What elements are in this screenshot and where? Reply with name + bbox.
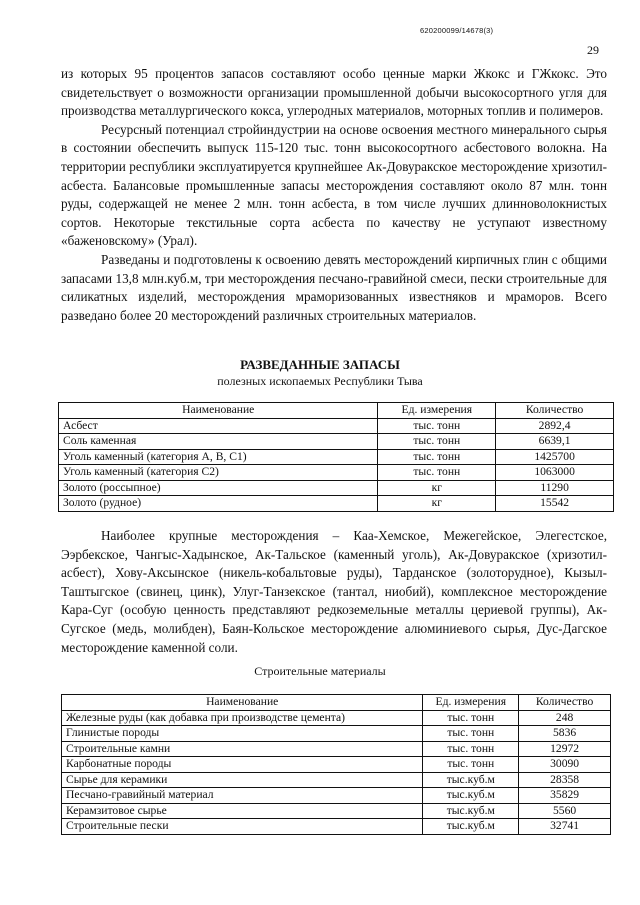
cell-unit: кг	[378, 496, 496, 512]
column-header-name: Наименование	[62, 695, 423, 711]
table-row	[62, 757, 611, 773]
reserves-table	[58, 402, 614, 512]
table-row	[62, 710, 611, 726]
column-header-quantity: Количество	[519, 695, 611, 711]
table-row	[62, 726, 611, 742]
table-row	[62, 741, 611, 757]
cell-name: Карбонатные породы	[62, 757, 423, 773]
column-header-quantity: Количество	[496, 403, 614, 419]
cell-quantity: 32741	[519, 819, 611, 835]
cell-name: Соль каменная	[59, 434, 378, 450]
document-id: 620200099/14678(3)	[420, 26, 494, 35]
cell-name: Глинистые породы	[62, 726, 423, 742]
cell-unit: тыс.куб.м	[423, 772, 519, 788]
table-row	[59, 418, 614, 434]
cell-name: Асбест	[59, 418, 378, 434]
cell-name: Керамзитовое сырье	[62, 803, 423, 819]
table1-subtitle: полезных ископаемых Республики Тыва	[217, 374, 423, 388]
table-header-row	[62, 695, 611, 711]
cell-unit: тыс.куб.м	[423, 803, 519, 819]
table-row	[59, 449, 614, 465]
text-block-deposits	[61, 527, 607, 657]
cell-unit: тыс. тонн	[378, 434, 496, 450]
cell-unit: тыс. тонн	[423, 757, 519, 773]
text-block-top	[61, 65, 607, 325]
cell-quantity: 248	[519, 710, 611, 726]
column-header-name: Наименование	[59, 403, 378, 419]
cell-unit: тыс.куб.м	[423, 819, 519, 835]
page-number: 29	[587, 43, 599, 57]
cell-unit: кг	[378, 480, 496, 496]
cell-unit: тыс.куб.м	[423, 788, 519, 804]
table-row	[62, 788, 611, 804]
cell-quantity: 15542	[496, 496, 614, 512]
cell-name: Уголь каменный (категория С2)	[59, 465, 378, 481]
table-row	[62, 819, 611, 835]
column-header-unit: Ед. измерения	[423, 695, 519, 711]
cell-unit: тыс. тонн	[423, 726, 519, 742]
table-header-row	[59, 403, 614, 419]
table-row	[59, 496, 614, 512]
table-row	[62, 803, 611, 819]
cell-unit: тыс. тонн	[378, 465, 496, 481]
cell-name: Золото (рудное)	[59, 496, 378, 512]
paragraph-construction: Разведаны и подготовлены к освоению девять месторождений кирпичных глин с общими запасами 13,8 млн.куб.м, три месторождения песчано-гравийной смеси, пески строительные для силикатных изделий, месторождения мраморизованных известняков и мраморов. Всего разведано более 20 месторождений различных строительных материалов.	[61, 251, 607, 323]
cell-quantity: 2892,4	[496, 418, 614, 434]
paragraph-asbestos: Ресурсный потенциал стройиндустрии на основе освоения местного минерального сырья в состоянии обеспечить выпуск 115-120 тыс. тонн высокосортного асбестового волокна. На территории республики эксплуатируется крупнейшее Ак-Довуракское месторождение хризотил-асбеста. Балансовые промышленные запасы месторождения составляют около 87 млн. тонн руды, содержащей не менее 2 млн. тонн асбеста, в том числе лучших длинноволокнистых сортов. Некоторые текстильные сорта асбеста по качеству не уступают известному «баженовскому» (Урал).	[61, 121, 607, 249]
cell-quantity: 28358	[519, 772, 611, 788]
cell-quantity: 12972	[519, 741, 611, 757]
cell-name: Сырье для керамики	[62, 772, 423, 788]
cell-quantity: 1063000	[496, 465, 614, 481]
cell-unit: тыс. тонн	[378, 449, 496, 465]
paragraph-deposits: Наиболее крупные месторождения – Каа-Хемское, Межегейское, Элегестское, Ээрбекское, Чангыс-Хадынское, Ак-Тальское (каменный уголь), Ак-Довуракское (хризотил-асбест), Хову-Аксынское (никель-кобальтовые руды), Тарданское (золоторудное), Кызыл-Таштыгское (свинец, цинк), Улуг-Танзекское (тантал, ниобий), комплексное месторождение Кара-Суг (особую ценность представляют редкоземельные металлы цериевой группы), Ак-Сугское (медь, молибден), Баян-Кольское месторождение алюминиевого сырья, Дус-Дагское месторождение каменной соли.	[61, 528, 607, 655]
cell-name: Строительные пески	[62, 819, 423, 835]
cell-name: Уголь каменный (категория А, В, С1)	[59, 449, 378, 465]
construction-materials-table	[61, 694, 611, 835]
cell-quantity: 5836	[519, 726, 611, 742]
table-row	[62, 772, 611, 788]
cell-name: Железные руды (как добавка при производстве цемента)	[62, 710, 423, 726]
cell-name: Золото (россыпное)	[59, 480, 378, 496]
cell-quantity: 6639,1	[496, 434, 614, 450]
table1-title: РАЗВЕДАННЫЕ ЗАПАСЫ	[240, 357, 400, 372]
cell-quantity: 1425700	[496, 449, 614, 465]
cell-quantity: 5560	[519, 803, 611, 819]
table-row	[59, 434, 614, 450]
table2-title: Строительные материалы	[254, 664, 386, 678]
cell-quantity: 35829	[519, 788, 611, 804]
cell-unit: тыс. тонн	[378, 418, 496, 434]
cell-name: Песчано-гравийный материал	[62, 788, 423, 804]
cell-quantity: 30090	[519, 757, 611, 773]
table-row	[59, 480, 614, 496]
cell-unit: тыс. тонн	[423, 741, 519, 757]
cell-quantity: 11290	[496, 480, 614, 496]
column-header-unit: Ед. измерения	[378, 403, 496, 419]
table-row	[59, 465, 614, 481]
cell-unit: тыс. тонн	[423, 710, 519, 726]
paragraph-coal: из которых 95 процентов запасов составляют особо ценные марки Жкокс и ГЖкокс. Это свидетельствует о возможности организации промышленной добычи высокосортного угля для производства металлургического кокса, углеродных материалов, моторных топлив и полимеров.	[61, 66, 607, 119]
cell-name: Строительные камни	[62, 741, 423, 757]
